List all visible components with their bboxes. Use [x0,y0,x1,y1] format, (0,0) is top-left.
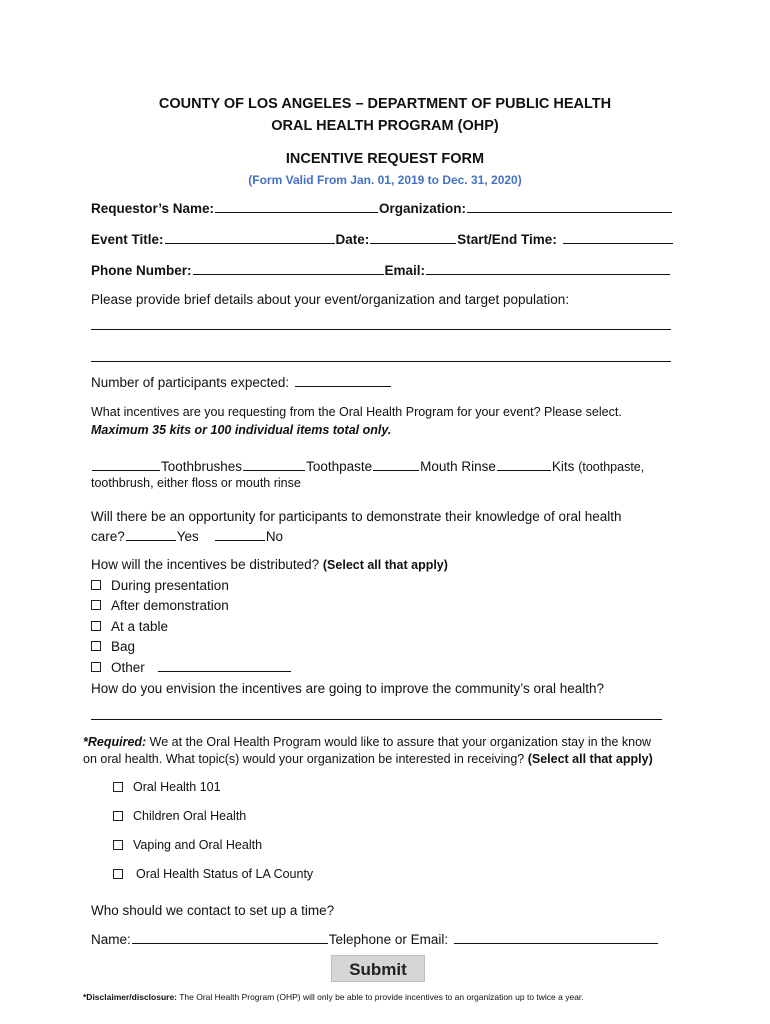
phone-number-field[interactable] [193,262,384,275]
date-label: Date: [335,232,370,247]
header-line-2: ORAL HEALTH PROGRAM (OHP) [271,118,499,134]
header-line-1: COUNTY OF LOS ANGELES – DEPARTMENT OF PUBLIC HEALTH [158,96,612,112]
required-line-1 [83,735,651,749]
required-text-1: We at the Oral Health Program would like to assure that your organization stay in the know [146,735,652,749]
checkbox-icon[interactable] [91,641,101,651]
topic-option-label: Oral Health Status of LA County [136,867,314,881]
contact-question: Who should we contact to set up a time? [91,903,335,918]
distribution-option[interactable] [91,578,229,593]
distribution-option-label: During presentation [111,578,229,593]
checkbox-icon[interactable] [91,580,101,590]
checkbox-icon[interactable] [113,811,123,821]
mouth-rinse-field[interactable] [373,458,419,471]
topic-option-label: Vaping and Oral Health [133,838,263,852]
row-event [91,231,674,247]
disclaimer-text: The Oral Health Program (OHP) will only be able to provide incentives to an organization up to twice a year. [177,992,584,1002]
participants-label: Number of participants expected: [91,375,290,390]
checkbox-icon[interactable] [113,782,123,792]
no-field[interactable] [215,528,265,541]
email-field[interactable] [426,262,670,275]
form-validity: (Form Valid From Jan. 01, 2019 to Dec. 31, 2020) [248,173,522,187]
telephone-email-label: Telephone or Email: [328,932,449,947]
required-select-all: (Select all that apply) [527,752,653,766]
topic-option[interactable] [113,867,313,881]
distribution-option-label: At a table [111,619,169,634]
disclaimer-label: *Disclaimer/disclosure: [83,992,178,1002]
mouth-rinse-label: Mouth Rinse [420,459,496,474]
envision-line[interactable] [91,719,662,720]
distribution-option[interactable] [91,598,229,613]
checkbox-icon[interactable] [91,621,101,631]
participants-field[interactable] [295,374,391,387]
distribution-question-row [91,557,448,572]
checkbox-icon[interactable] [91,600,101,610]
contact-row [91,931,659,947]
event-title-field[interactable] [165,231,335,244]
toothbrushes-label: Toothbrushes [161,459,243,474]
topic-option[interactable] [113,809,246,823]
other-field[interactable] [158,659,291,672]
kits-label: Kits [551,459,575,474]
incentives-question: What incentives are you requesting from the Oral Health Program for your event? Please select. [91,405,622,419]
demonstrate-question: Will there be an opportunity for participants to demonstrate their knowledge of oral health [91,509,622,524]
required-line-2 [83,752,653,766]
contact-name-label: Name: [91,932,131,947]
distribution-option[interactable] [91,659,292,675]
form-title: INCENTIVE REQUEST FORM [285,151,485,167]
details-line-1[interactable] [91,329,671,330]
distribution-option[interactable] [91,639,135,654]
toothpaste-label: Toothpaste [306,459,373,474]
distribution-option-label: Other [111,660,145,675]
checkbox-icon[interactable] [113,869,123,879]
date-field[interactable] [370,231,456,244]
no-label: No [265,529,284,544]
phone-number-label: Phone Number: [91,263,192,278]
submit-button[interactable]: Submit [331,955,425,982]
distribution-select-all: (Select all that apply) [322,558,448,572]
topic-option-label: Children Oral Health [133,809,247,823]
contact-name-field[interactable] [132,931,328,944]
topic-option[interactable] [113,838,262,852]
requestor-name-label: Requestor’s Name: [91,201,215,216]
envision-question: How do you envision the incentives are going to improve the community’s oral health? [91,681,605,696]
requestor-name-field[interactable] [215,200,378,213]
event-title-label: Event Title: [91,232,164,247]
organization-label: Organization: [379,201,467,216]
organization-field[interactable] [467,200,672,213]
yes-field[interactable] [126,528,176,541]
demonstrate-answer-row [91,528,283,544]
checkbox-icon[interactable] [113,840,123,850]
topic-option-label: Oral Health 101 [133,780,221,794]
details-prompt: Please provide brief details about your event/organization and target population: [91,292,570,307]
email-label: Email: [384,263,426,278]
toothpaste-field[interactable] [243,458,305,471]
participants-row [91,374,392,390]
incentives-items-row [91,458,644,474]
incentives-maximum: Maximum 35 kits or 100 individual items total only. [91,423,392,437]
toothbrushes-field[interactable] [92,458,160,471]
kits-note-line-2: toothbrush, either floss or mouth rinse [91,476,301,490]
distribution-option-label: Bag [111,639,136,654]
care-label: care? [91,529,125,544]
distribution-question: How will the incentives be distributed? [91,557,320,572]
topic-option[interactable] [113,780,221,794]
distribution-option[interactable] [91,619,168,634]
details-line-2[interactable] [91,361,671,362]
kits-note: (toothpaste, [578,460,645,474]
checkbox-icon[interactable] [91,662,101,672]
kits-field[interactable] [497,458,551,471]
row-requestor [91,200,673,216]
distribution-option-label: After demonstration [111,598,229,613]
start-end-time-label: Start/End Time: [457,232,557,247]
start-end-time-field[interactable] [563,231,673,244]
required-label: *Required: [83,735,147,749]
disclaimer [83,992,584,1002]
telephone-email-field[interactable] [454,931,658,944]
yes-label: Yes [176,529,199,544]
row-contact [91,262,671,278]
required-text-2: on oral health. What topic(s) would your organization be interested in receiving? [83,752,525,766]
